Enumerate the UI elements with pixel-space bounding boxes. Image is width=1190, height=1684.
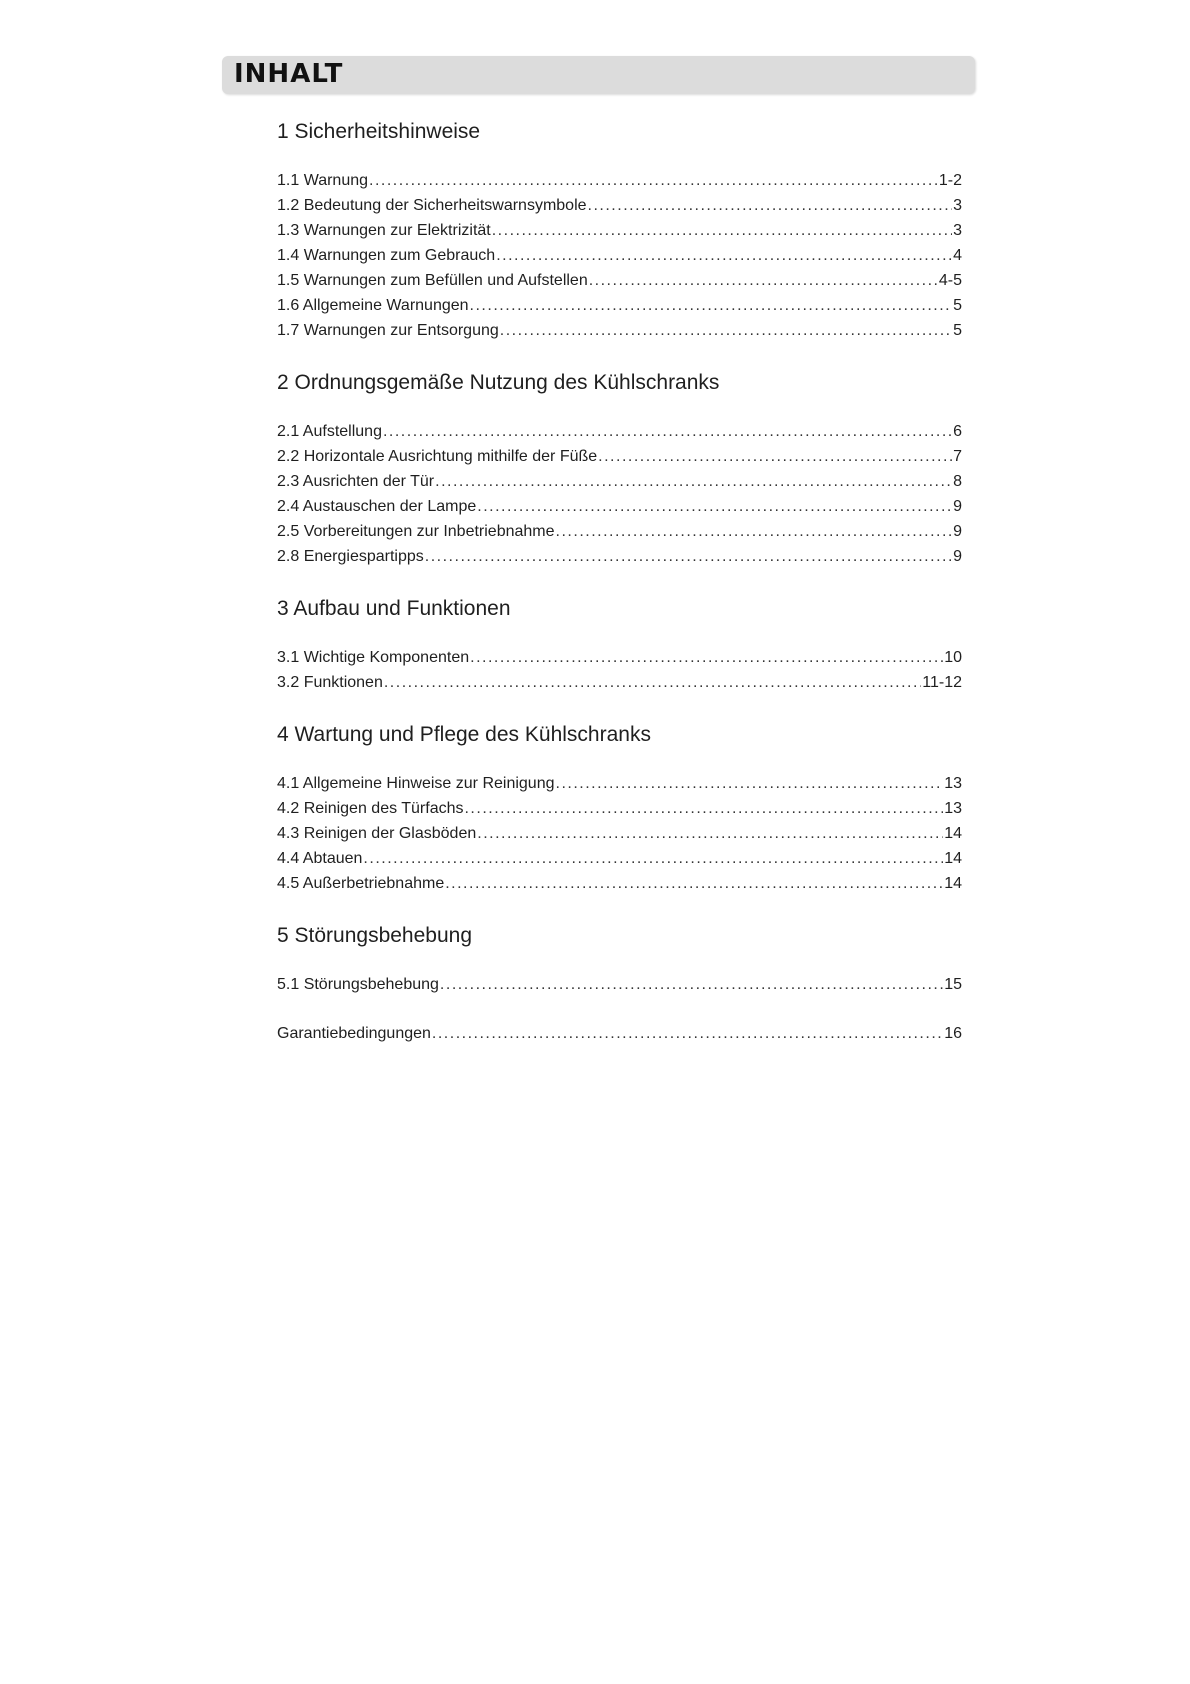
toc-entry-label: 2.2 Horizontale Ausrichtung mithilfe der Füße <box>277 448 598 465</box>
toc-entry-page: 7 <box>953 448 962 465</box>
section-title: 4 Wartung und Pflege des Kühlschranks <box>277 723 651 746</box>
dot-leader <box>588 193 953 218</box>
dot-leader <box>425 544 952 569</box>
toc-entry-page: 14 <box>944 825 962 842</box>
toc-entry-page: 14 <box>944 875 962 892</box>
toc-entry[interactable] <box>277 796 962 821</box>
toc-entry-page: 1-2 <box>938 172 962 189</box>
toc-section-5 <box>277 922 962 997</box>
toc-entry[interactable] <box>277 243 962 268</box>
toc-section-4 <box>277 721 962 896</box>
toc-entry-page: 9 <box>953 548 962 565</box>
toc-entry-label: 2.1 Aufstellung <box>277 423 382 440</box>
toc-entry-page: 6 <box>953 423 962 440</box>
toc-entry[interactable] <box>277 494 962 519</box>
toc-entry[interactable] <box>277 419 962 444</box>
toc-entry-page: 11-12 <box>922 674 962 691</box>
toc-entry-label: 3.2 Funktionen <box>277 674 383 691</box>
toc-entry[interactable] <box>277 268 962 293</box>
toc-entry-page: 8 <box>953 473 962 490</box>
toc-entry[interactable] <box>277 218 962 243</box>
dot-leader <box>470 645 943 670</box>
dot-leader <box>432 1021 943 1046</box>
dot-leader <box>589 268 938 293</box>
toc-entry-page: 16 <box>944 1025 962 1042</box>
toc-entry-page: 3 <box>953 222 962 239</box>
toc-entry-page: 9 <box>953 498 962 515</box>
toc-entry[interactable] <box>277 821 962 846</box>
toc-entry-label: 1.3 Warnungen zur Elektrizität <box>277 222 491 239</box>
section-title: 1 Sicherheitshinweise <box>277 120 481 143</box>
toc-entry-label: 4.3 Reinigen der Glasböden <box>277 825 477 842</box>
toc-entry-label: 4.4 Abtauen <box>277 850 363 867</box>
toc-entry-page: 13 <box>944 775 962 792</box>
toc-entry-label: 3.1 Wichtige Komponenten <box>277 649 470 666</box>
toc-entry[interactable] <box>277 519 962 544</box>
toc-entry-label: 4.1 Allgemeine Hinweise zur Reinigung <box>277 775 555 792</box>
toc-entry-label: 1.6 Allgemeine Warnungen <box>277 297 469 314</box>
page-title: INHALT <box>234 59 344 89</box>
toc-entry[interactable] <box>277 972 962 997</box>
toc-entry-page: 4-5 <box>938 272 962 289</box>
dot-leader <box>477 821 943 846</box>
dot-leader <box>363 846 943 871</box>
toc-entry[interactable] <box>277 645 962 670</box>
toc-entry-label: 1.1 Warnung <box>277 172 369 189</box>
dot-leader <box>500 318 952 343</box>
dot-leader <box>470 293 953 318</box>
toc-entry[interactable] <box>277 293 962 318</box>
toc-entry-page: 9 <box>953 523 962 540</box>
dot-leader <box>369 168 938 193</box>
dot-leader <box>440 972 943 997</box>
toc-entry-label: 4.2 Reinigen des Türfachs <box>277 800 464 817</box>
spacer <box>277 343 962 369</box>
toc-entry-label: 2.8 Energiespartipps <box>277 548 424 565</box>
toc-entry[interactable] <box>277 871 962 896</box>
toc-entry-page: 4 <box>953 247 962 264</box>
toc-entry[interactable] <box>277 771 962 796</box>
toc-section-1 <box>277 118 962 343</box>
toc-section-2 <box>277 369 962 569</box>
toc-entry-label: 1.2 Bedeutung der Sicherheitswarnsymbole <box>277 197 587 214</box>
toc-entry[interactable] <box>277 670 962 695</box>
dot-leader <box>384 670 921 695</box>
section-title: 5 Störungsbehebung <box>277 924 472 947</box>
dot-leader <box>435 469 952 494</box>
dot-leader <box>492 218 952 243</box>
toc-entry-page: 14 <box>944 850 962 867</box>
dot-leader <box>556 519 953 544</box>
toc-entry-page: 10 <box>944 649 962 666</box>
toc-header-bar <box>222 56 975 94</box>
toc-section-3 <box>277 595 962 695</box>
toc-entry[interactable] <box>277 469 962 494</box>
toc-entry-page: 5 <box>953 297 962 314</box>
section-title: 3 Aufbau und Funktionen <box>277 597 511 620</box>
toc-entry[interactable] <box>277 168 962 193</box>
dot-leader <box>464 796 943 821</box>
section-title: 2 Ordnungsgemäße Nutzung des Kühlschranks <box>277 371 720 394</box>
toc-entry-garantie[interactable] <box>277 1021 962 1046</box>
toc-entry-label: 2.3 Ausrichten der Tür <box>277 473 435 490</box>
toc-entry-label: Garantiebedingungen <box>277 1025 431 1042</box>
toc-entry-label: 5.1 Störungsbehebung <box>277 976 439 993</box>
spacer <box>277 896 962 922</box>
toc-entry-page: 13 <box>944 800 962 817</box>
toc-entry-page: 5 <box>953 322 962 339</box>
toc-entry[interactable] <box>277 846 962 871</box>
spacer <box>277 695 962 721</box>
toc-entry-page: 3 <box>953 197 962 214</box>
dot-leader <box>383 419 952 444</box>
dot-leader <box>477 494 952 519</box>
dot-leader <box>598 444 952 469</box>
toc-entry-page: 15 <box>944 976 962 993</box>
toc-entry-label: 4.5 Außerbetriebnahme <box>277 875 445 892</box>
spacer <box>277 997 962 1021</box>
dot-leader <box>556 771 944 796</box>
toc-entry[interactable] <box>277 318 962 343</box>
toc-entry[interactable] <box>277 193 962 218</box>
toc-entry-label: 1.4 Warnungen zum Gebrauch <box>277 247 496 264</box>
toc-entry-label: 2.5 Vorbereitungen zur Inbetriebnahme <box>277 523 555 540</box>
spacer <box>277 569 962 595</box>
toc-entry-label: 1.7 Warnungen zur Entsorgung <box>277 322 499 339</box>
dot-leader <box>445 871 943 896</box>
toc-entry[interactable] <box>277 444 962 469</box>
dot-leader <box>496 243 952 268</box>
table-of-contents <box>277 118 962 1046</box>
toc-entry-label: 2.4 Austauschen der Lampe <box>277 498 477 515</box>
toc-entry-label: 1.5 Warnungen zum Befüllen und Aufstellen <box>277 272 588 289</box>
toc-entry[interactable] <box>277 544 962 569</box>
